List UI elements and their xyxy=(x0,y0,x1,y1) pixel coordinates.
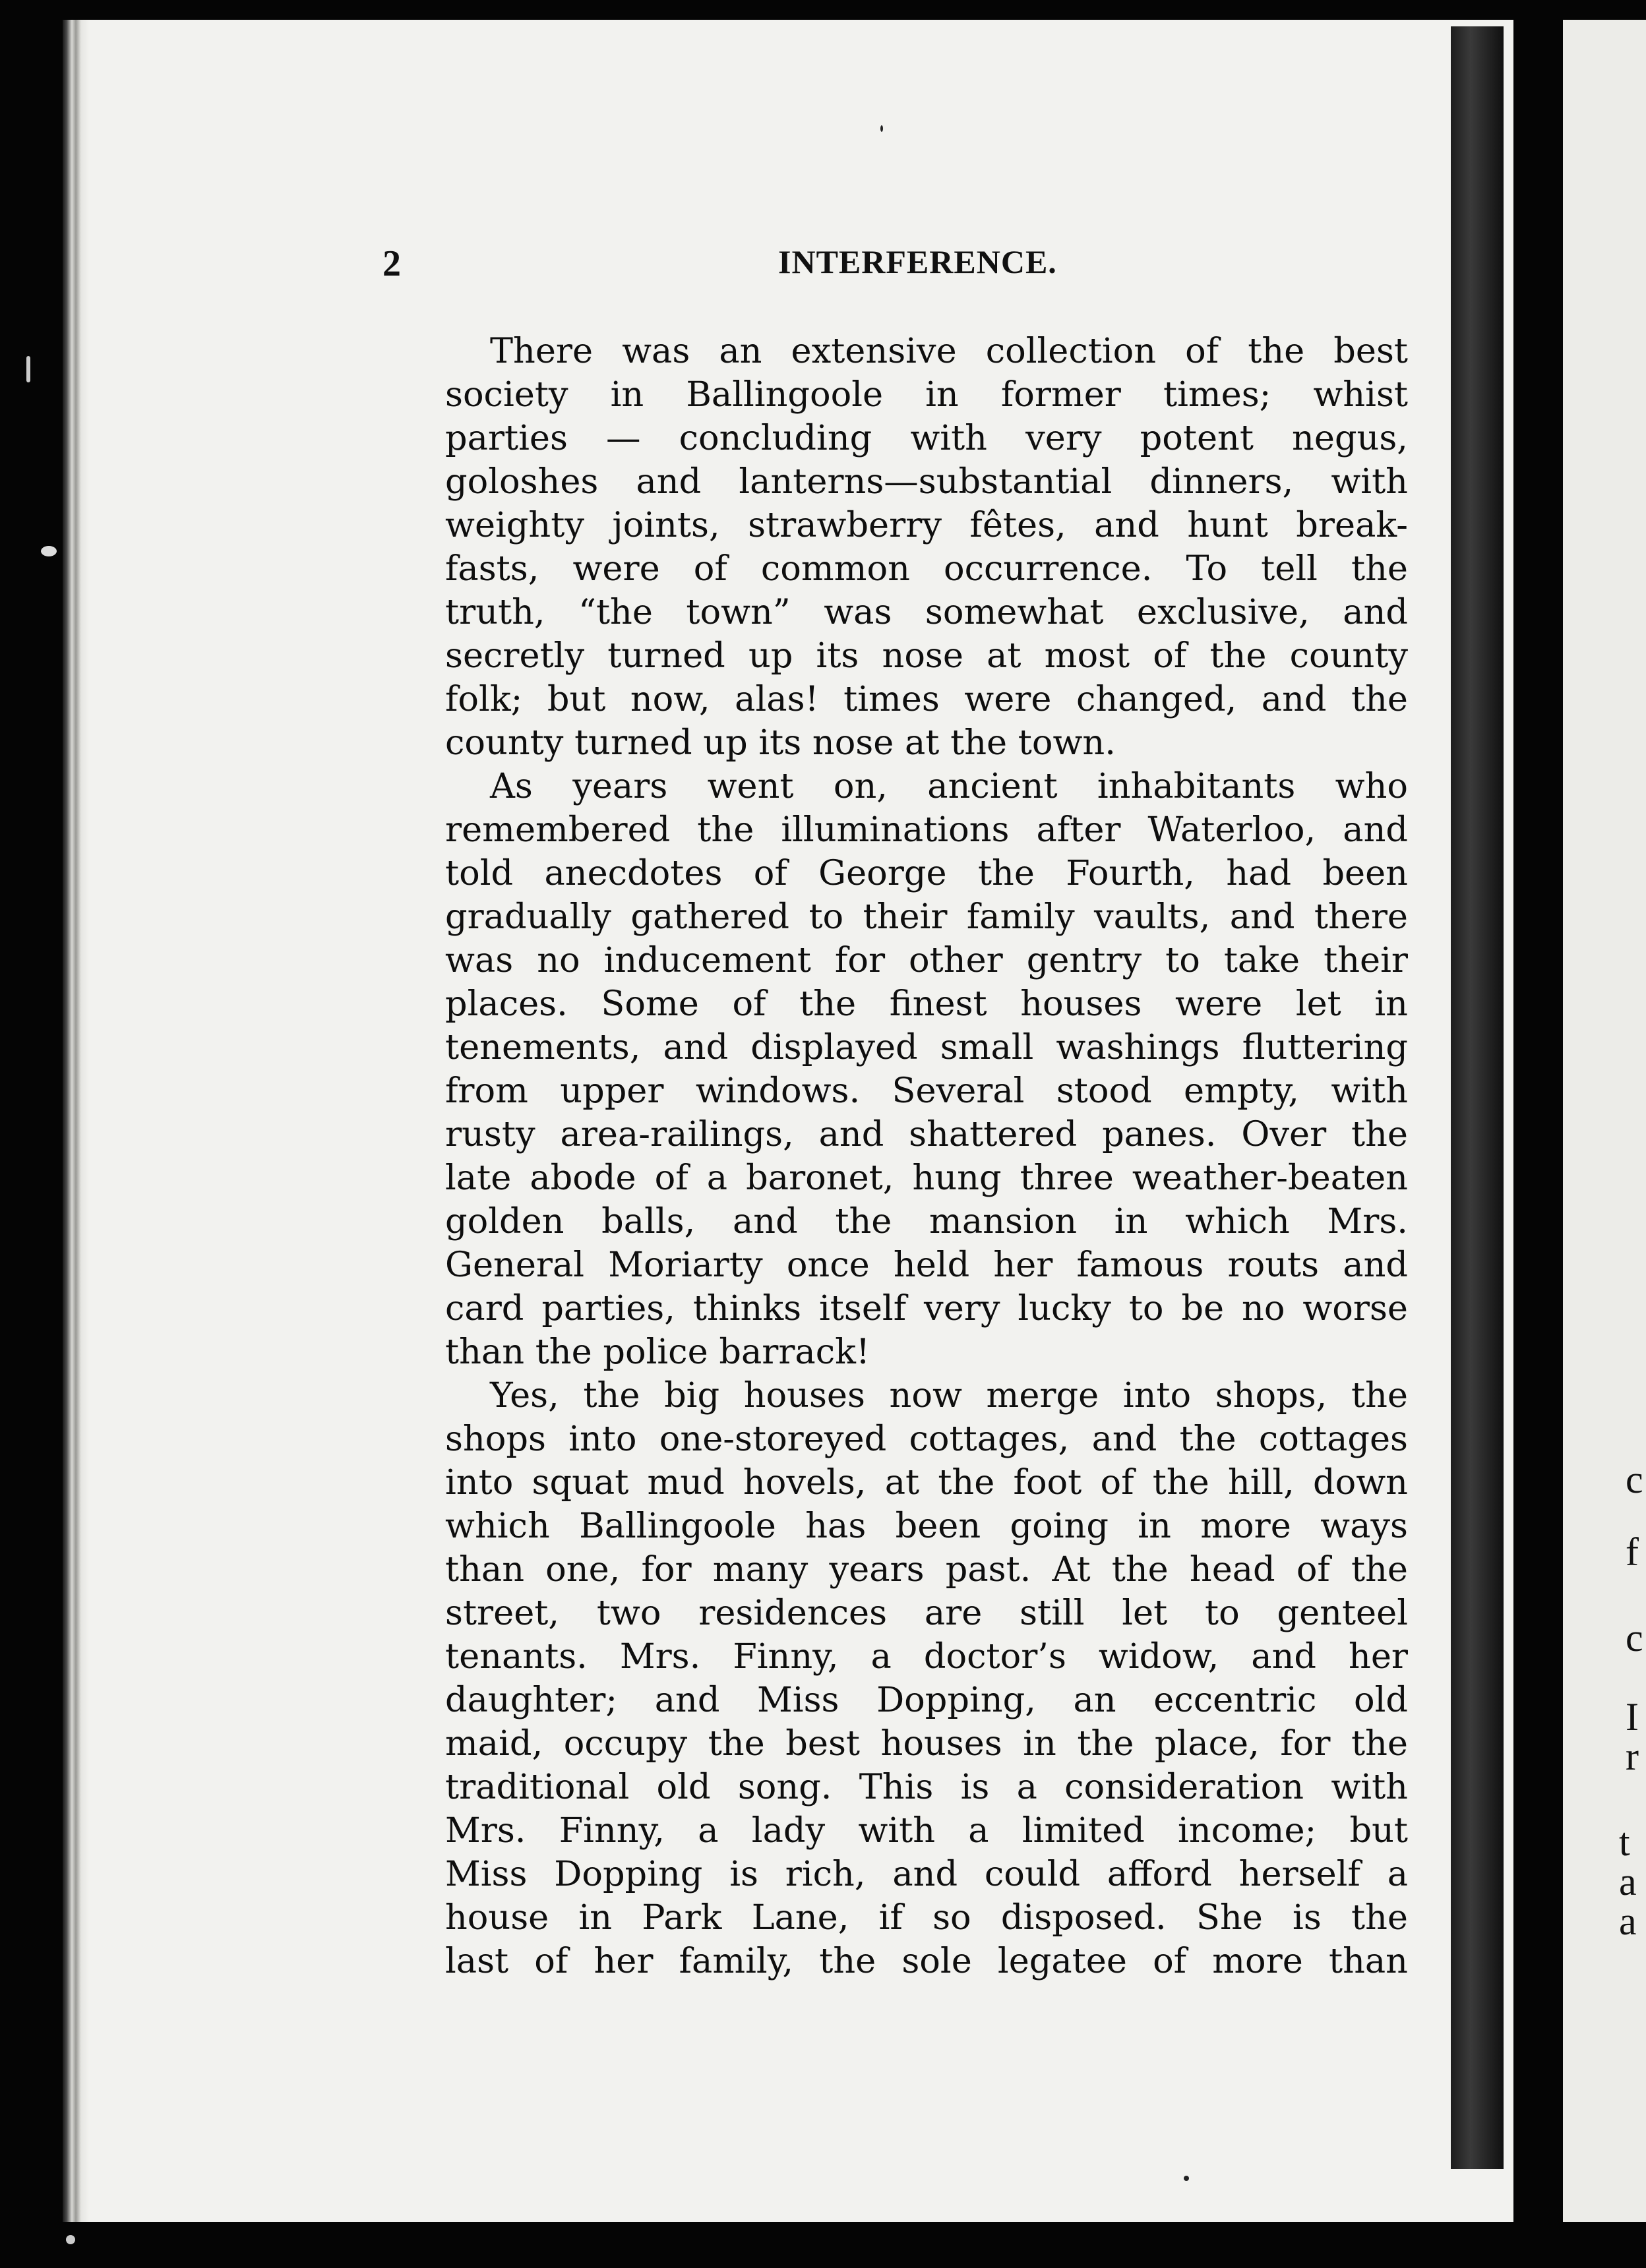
facing-page-letter: c xyxy=(1626,1458,1643,1501)
page-number: 2 xyxy=(382,243,401,284)
text-line: tenants. Mrs. Finny, a doctor’s widow, and her xyxy=(445,1636,1408,1677)
text-line: which Ballingoole has been going in more ways xyxy=(445,1506,1408,1546)
text-line: from upper windows. Several stood empty, with xyxy=(445,1071,1408,1111)
text-line: into squat mud hovels, at the foot of the hill, down xyxy=(445,1462,1408,1503)
facing-page-edge xyxy=(1563,20,1646,2222)
facing-page-letter: f xyxy=(1626,1530,1639,1574)
text-line: parties — concluding with very potent negus, xyxy=(445,418,1408,458)
text-line: As years went on, ancient inhabitants who xyxy=(490,766,1408,806)
text-line: goloshes and lanterns—substantial dinners, with xyxy=(445,462,1408,502)
book-page xyxy=(63,20,1513,2222)
running-title: INTERFERENCE. xyxy=(778,243,1057,280)
text-line: golden balls, and the mansion in which Mrs. xyxy=(445,1201,1408,1241)
text-line: gradually gathered to their family vaults, and there xyxy=(445,897,1408,937)
text-line: than one, for many years past. At the head of the xyxy=(445,1549,1408,1590)
print-speck xyxy=(1184,2176,1189,2181)
facing-page-letter: r xyxy=(1626,1735,1639,1778)
text-line: folk; but now, alas! times were changed, and the xyxy=(445,679,1408,719)
text-line: rusty area-railings, and shattered panes. Over the xyxy=(445,1114,1408,1154)
text-line: Mrs. Finny, a lady with a limited income; but xyxy=(445,1810,1408,1851)
text-line: told anecdotes of George the Fourth, had been xyxy=(445,853,1408,893)
text-line: street, two residences are still let to genteel xyxy=(445,1593,1408,1633)
page-edge-shadow xyxy=(63,20,89,2222)
text-line: than the police barrack! xyxy=(445,1332,870,1372)
text-line: tenements, and displayed small washings fluttering xyxy=(445,1027,1408,1067)
print-speck xyxy=(880,125,883,132)
text-line: Miss Dopping is rich, and could afford herself a xyxy=(445,1854,1408,1894)
text-line: fasts, were of common occurrence. To tell the xyxy=(445,549,1408,589)
facing-page-letter: c xyxy=(1626,1616,1643,1659)
text-line: society in Ballingoole in former times; whist xyxy=(445,374,1408,415)
page-header xyxy=(382,243,1438,302)
text-line: traditional old song. This is a consideration with xyxy=(445,1767,1408,1807)
text-line: county turned up its nose at the town. xyxy=(445,723,1116,763)
text-line: was no inducement for other gentry to take their xyxy=(445,940,1408,980)
scan-speck xyxy=(26,356,30,382)
book-spine-shadow xyxy=(1451,26,1504,2169)
text-line: maid, occupy the best houses in the place, for the xyxy=(445,1723,1408,1764)
text-line: truth, “the town” was somewhat exclusive, and xyxy=(445,592,1408,632)
text-line: Yes, the big houses now merge into shops, the xyxy=(490,1375,1408,1416)
text-line: late abode of a baronet, hung three weather-beaten xyxy=(445,1158,1408,1198)
text-line: General Moriarty once held her famous routs and xyxy=(445,1245,1408,1285)
text-line: remembered the illuminations after Waterloo, and xyxy=(445,810,1408,850)
text-line: places. Some of the finest houses were let in xyxy=(445,984,1408,1024)
text-line: There was an extensive collection of the best xyxy=(490,331,1408,371)
facing-page-letter: t xyxy=(1619,1820,1630,1864)
scan-speck xyxy=(66,2235,75,2244)
text-line: last of her family, the sole legatee of more than xyxy=(445,1941,1408,1981)
text-line: daughter; and Miss Dopping, an eccentric old xyxy=(445,1680,1408,1720)
text-line: house in Park Lane, if so disposed. She is the xyxy=(445,1897,1408,1938)
text-line: shops into one-storeyed cottages, and the cottages xyxy=(445,1419,1408,1459)
text-line: card parties, thinks itself very lucky to be no worse xyxy=(445,1288,1408,1328)
facing-page-letter: a xyxy=(1619,1860,1637,1903)
scan-speck xyxy=(41,546,57,556)
text-line: secretly turned up its nose at most of the county xyxy=(445,636,1408,676)
body-text xyxy=(445,330,1408,1983)
text-line: weighty joints, strawberry fêtes, and hunt break- xyxy=(445,505,1408,545)
facing-page-letter: a xyxy=(1619,1899,1637,1943)
facing-page-letter: I xyxy=(1626,1695,1639,1739)
